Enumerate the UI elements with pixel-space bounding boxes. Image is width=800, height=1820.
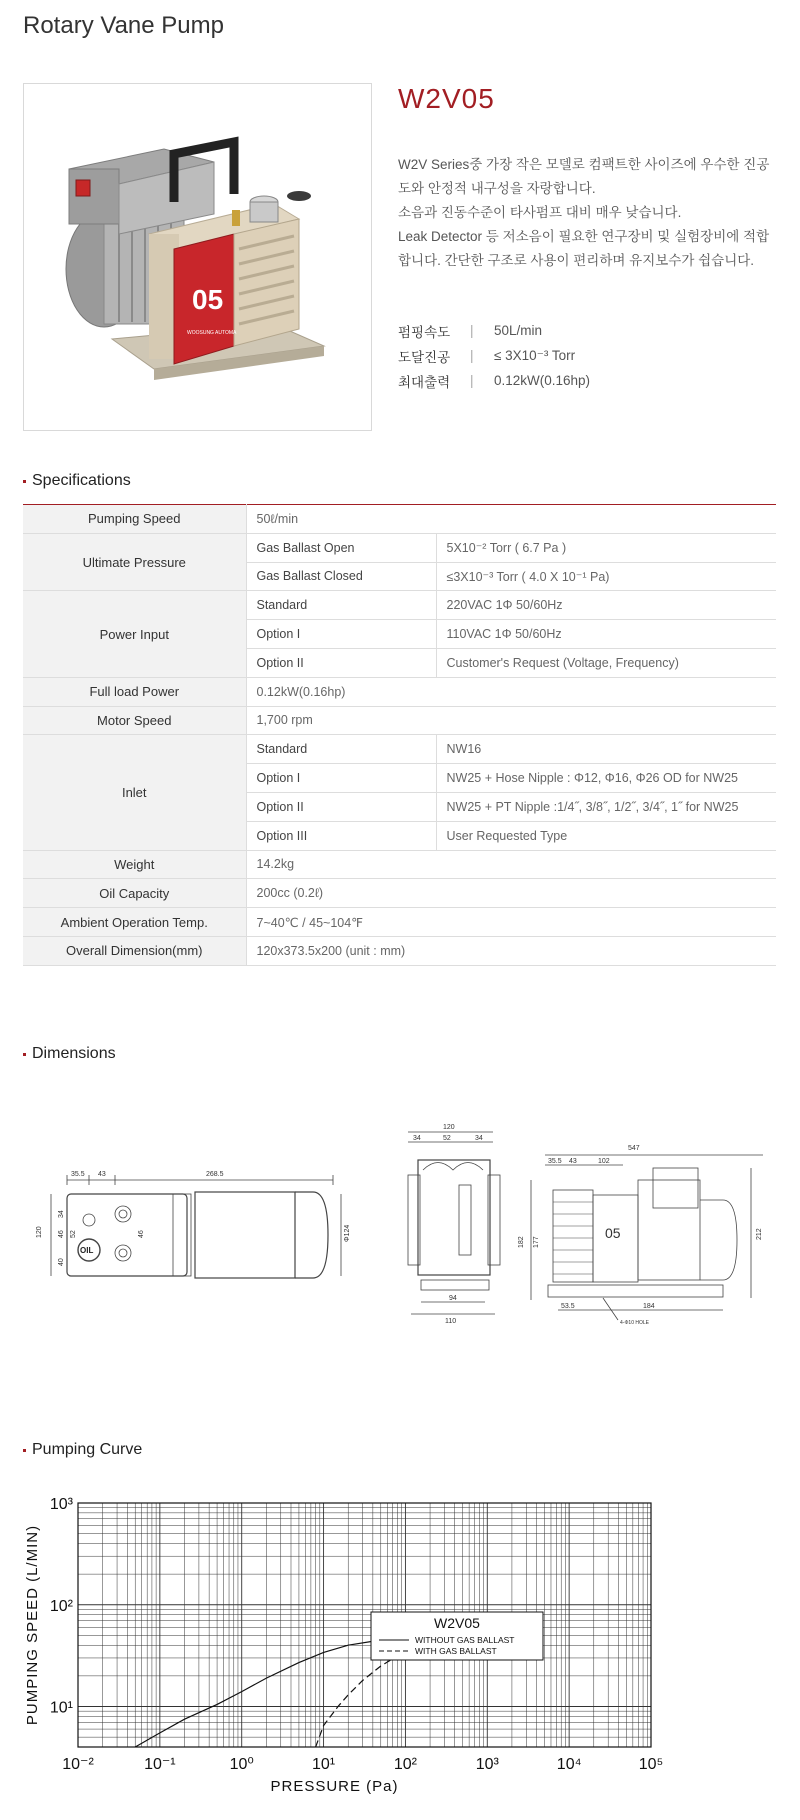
spec-value: 120x373.5x200 (unit : mm) — [246, 936, 776, 965]
dimension-label: 120 — [36, 1226, 43, 1238]
spec-value: Customer's Request (Voltage, Frequency) — [436, 648, 776, 677]
table-row — [23, 879, 776, 908]
table-row — [23, 533, 776, 562]
spec-value: 7~40℃ / 45~104℉ — [246, 908, 776, 937]
x-tick-label: 10⁴ — [556, 1756, 582, 1773]
dimension-label: 35.5 — [71, 1171, 85, 1178]
spec-sub-label: Option I — [246, 764, 436, 793]
spec-value: 0.12kW(0.16hp) — [246, 677, 776, 706]
product-image — [23, 83, 372, 431]
dimension-drawings — [23, 1120, 783, 1350]
y-tick-label: 10³ — [49, 1496, 73, 1513]
key-spec-value: 50L/min — [494, 323, 543, 338]
front-view-drawing — [408, 1124, 500, 1325]
key-spec-value: 0.12kW(0.16hp) — [494, 373, 591, 388]
spec-value: ≤3X10⁻³ Torr ( 4.0 X 10⁻¹ Pa) — [436, 562, 776, 591]
heading-bullet — [23, 480, 26, 483]
key-specs — [398, 318, 590, 393]
dimension-label: 212 — [756, 1228, 763, 1240]
side-view-drawing — [518, 1145, 763, 1326]
legend-title: W2V05 — [434, 1615, 480, 1631]
spec-sub-label: Gas Ballast Closed — [246, 562, 436, 591]
key-spec-label: 도달진공 — [398, 349, 451, 365]
spec-sub-label: Option I — [246, 620, 436, 649]
dimension-label: 52 — [443, 1135, 451, 1142]
key-spec-separator: | — [470, 323, 474, 338]
dimension-label: 34 — [413, 1135, 421, 1142]
spec-value: NW25 + PT Nipple :1/4˝, 3/8˝, 1/2˝, 3/4˝, 1˝ for NW25 — [436, 792, 776, 821]
pumping-curve-heading — [23, 1441, 142, 1459]
plot-frame — [78, 1503, 651, 1747]
spec-sub-label: Gas Ballast Open — [246, 533, 436, 562]
key-spec-separator: | — [470, 373, 474, 388]
y-tick-label: 10² — [49, 1597, 73, 1615]
key-spec-row — [398, 318, 590, 343]
table-row — [23, 706, 776, 735]
x-tick-label: 10² — [393, 1756, 417, 1773]
page-title: Rotary Vane Pump — [23, 12, 224, 39]
heading-bullet — [23, 1449, 26, 1452]
spec-value: NW25 + Hose Nipple : Φ12, Φ16, Φ26 OD for NW25 — [436, 764, 776, 793]
dimension-label: 94 — [449, 1295, 457, 1302]
dimension-label: 4-Φ10 HOLE — [620, 1320, 650, 1326]
oil-label: OIL — [80, 1246, 94, 1255]
table-row — [23, 735, 776, 764]
dimension-label: 177 — [533, 1236, 540, 1248]
table-row — [23, 677, 776, 706]
x-tick-label: 10⁻¹ — [144, 1756, 176, 1773]
key-spec-label: 최대출력 — [398, 374, 451, 390]
image-badge: 05 — [192, 284, 224, 315]
spec-value: 110VAC 1Φ 50/60Hz — [436, 620, 776, 649]
spec-value: NW16 — [436, 735, 776, 764]
specifications-heading — [23, 472, 131, 490]
spec-label: Inlet — [23, 735, 246, 850]
spec-label: Full load Power — [23, 677, 246, 706]
legend-label: WITHOUT GAS BALLAST — [415, 1635, 515, 1645]
top-view-drawing — [36, 1171, 351, 1278]
spec-label: Overall Dimension(mm) — [23, 936, 246, 965]
dimension-label: 40 — [58, 1258, 65, 1266]
key-spec-value: ≤ 3X10⁻³ Torr — [494, 347, 576, 363]
spec-value: 5X10⁻² Torr ( 6.7 Pa ) — [436, 533, 776, 562]
spec-label: Motor Speed — [23, 706, 246, 735]
spec-sub-label: Option II — [246, 648, 436, 677]
spec-sub-label: Option III — [246, 821, 436, 850]
side-view-badge: 05 — [605, 1225, 621, 1241]
pump-illustration — [24, 84, 371, 430]
dimension-label: 34 — [58, 1210, 65, 1218]
description-line: W2V Series중 가장 작은 모델로 컴팩트한 사이즈에 우수한 진공도와 안정적 내구성을 자랑합니다. — [398, 157, 770, 196]
specifications-table — [23, 504, 776, 966]
dimension-label: 53.5 — [561, 1303, 575, 1310]
spec-value: 220VAC 1Φ 50/60Hz — [436, 591, 776, 620]
spec-label: Pumping Speed — [23, 505, 246, 534]
dimension-label: 35.5 — [548, 1158, 562, 1165]
dimension-label: Φ124 — [344, 1224, 351, 1242]
key-spec-row — [398, 343, 590, 368]
description-line: Leak Detector 등 저소음이 필요한 연구장비 및 실험장비에 적합합니다. 간단한 구조로 사용이 편리하며 유지보수가 쉽습니다. — [398, 229, 770, 268]
table-row — [23, 850, 776, 879]
dimension-label: 182 — [518, 1236, 525, 1248]
spec-sub-label: Standard — [246, 591, 436, 620]
table-row — [23, 591, 776, 620]
dimension-label: 46 — [58, 1230, 65, 1238]
product-name: W2V05 — [398, 83, 495, 114]
x-axis-label: PRESSURE (Pa) — [270, 1778, 399, 1795]
table-row — [23, 908, 776, 937]
spec-sub-label: Standard — [246, 735, 436, 764]
dimension-label: 43 — [569, 1158, 577, 1165]
spec-label: Oil Capacity — [23, 879, 246, 908]
dimension-label: 120 — [443, 1124, 455, 1131]
dimension-label: 52 — [70, 1230, 77, 1238]
spec-value: 14.2kg — [246, 850, 776, 879]
dimensions-heading — [23, 1045, 116, 1063]
spec-label: Ambient Operation Temp. — [23, 908, 246, 937]
product-description — [398, 153, 778, 273]
dimension-label: 46 — [138, 1230, 145, 1238]
key-spec-separator: | — [470, 348, 474, 363]
table-row — [23, 505, 776, 534]
dimension-label: 43 — [98, 1171, 106, 1178]
heading-text: Dimensions — [32, 1045, 116, 1062]
spec-sub-label: Option II — [246, 792, 436, 821]
x-tick-label: 10³ — [475, 1756, 499, 1773]
key-spec-label: 펌핑속도 — [398, 324, 451, 340]
x-tick-label: 10⁵ — [638, 1756, 664, 1773]
spec-label: Power Input — [23, 591, 246, 677]
description-line: 소음과 진동수준이 타사펌프 대비 매우 낮습니다. — [398, 205, 682, 220]
legend-label: WITH GAS BALLAST — [415, 1646, 497, 1656]
spec-value: User Requested Type — [436, 821, 776, 850]
spec-value: 1,700 rpm — [246, 706, 776, 735]
dimension-label: 34 — [475, 1135, 483, 1142]
key-spec-row — [398, 368, 590, 393]
x-tick-label: 10⁰ — [229, 1756, 254, 1773]
heading-bullet — [23, 1053, 26, 1056]
image-brand: WOOSUNG AUTOMA — [187, 330, 237, 336]
table-row — [23, 936, 776, 965]
x-tick-label: 10⁻² — [62, 1756, 94, 1773]
spec-label: Weight — [23, 850, 246, 879]
pumping-curve-chart — [23, 1495, 683, 1810]
spec-value: 200cc (0.2ℓ) — [246, 879, 776, 908]
dimension-label: 547 — [628, 1145, 640, 1152]
spec-value: 50ℓ/min — [246, 505, 776, 534]
dimension-label: 110 — [445, 1318, 457, 1325]
dimension-label: 102 — [598, 1158, 610, 1165]
heading-text: Specifications — [32, 472, 131, 489]
spec-label: Ultimate Pressure — [23, 533, 246, 591]
dimension-label: 184 — [643, 1303, 655, 1310]
x-tick-label: 10¹ — [312, 1756, 336, 1773]
y-tick-label: 10¹ — [49, 1699, 73, 1717]
dimension-label: 268.5 — [206, 1171, 224, 1178]
heading-text: Pumping Curve — [32, 1441, 143, 1458]
y-axis-label: PUMPING SPEED (L/MIN) — [24, 1524, 41, 1726]
